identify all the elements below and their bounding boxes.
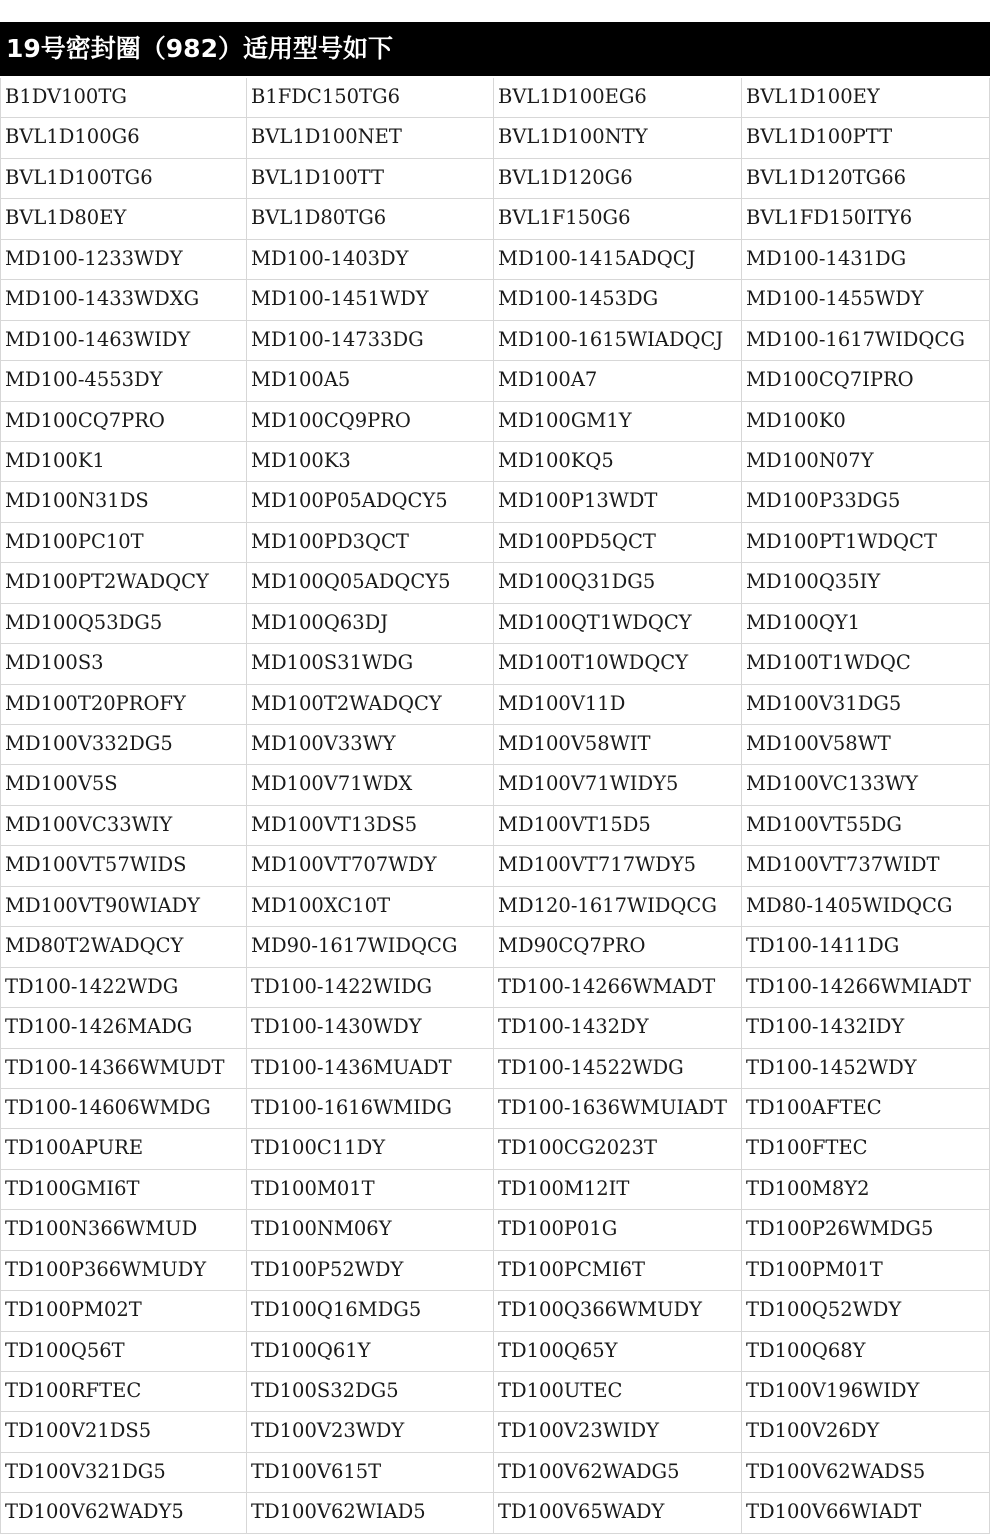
model-cell: TD100AFTEC [742, 1089, 990, 1129]
model-cell: TD100V65WADY [494, 1493, 742, 1533]
model-cell: MD100-1403DY [247, 240, 494, 280]
model-cell: TD100UTEC [494, 1372, 742, 1412]
model-cell: MD100V71WDX [247, 765, 494, 805]
model-cell: BVL1D80EY [0, 199, 247, 239]
model-cell: MD100N31DS [0, 482, 247, 522]
model-cell: BVL1D120G6 [494, 159, 742, 199]
model-cell: TD100-1616WMIDG [247, 1089, 494, 1129]
model-cell: MD100V58WT [742, 725, 990, 765]
model-cell: TD100V615T [247, 1453, 494, 1493]
model-cell: TD100V23WIDY [494, 1412, 742, 1452]
model-cell: MD100V5S [0, 765, 247, 805]
model-cell: MD100P13WDT [494, 482, 742, 522]
model-cell: TD100-14606WMDG [0, 1089, 247, 1129]
model-cell: MD100XC10T [247, 887, 494, 927]
model-cell: TD100Q65Y [494, 1332, 742, 1372]
model-cell: MD100VT55DG [742, 806, 990, 846]
model-cell: MD100-1617WIDQCG [742, 321, 990, 361]
model-cell: TD100S32DG5 [247, 1372, 494, 1412]
model-cell: TD100FTEC [742, 1129, 990, 1169]
model-cell: BVL1D100EG6 [494, 78, 742, 118]
model-cell: MD100N07Y [742, 442, 990, 482]
model-cell: MD100QY1 [742, 604, 990, 644]
model-cell: BVL1D100NTY [494, 118, 742, 158]
model-cell: MD100QT1WDQCY [494, 604, 742, 644]
model-cell: BVL1D100TT [247, 159, 494, 199]
model-cell: TD100-1636WMUIADT [494, 1089, 742, 1129]
model-cell: MD100KQ5 [494, 442, 742, 482]
model-cell: MD80T2WADQCY [0, 927, 247, 967]
model-cell: MD100T2WADQCY [247, 685, 494, 725]
model-cell: MD100-1431DG [742, 240, 990, 280]
model-cell: MD90CQ7PRO [494, 927, 742, 967]
model-cell: TD100-1426MADG [0, 1008, 247, 1048]
model-cell: MD100T20PROFY [0, 685, 247, 725]
model-cell: MD100-1453DG [494, 280, 742, 320]
model-cell: TD100V62WIAD5 [247, 1493, 494, 1533]
model-cell: TD100-1430WDY [247, 1008, 494, 1048]
model-cell: BVL1FD150ITY6 [742, 199, 990, 239]
model-cell: TD100C11DY [247, 1129, 494, 1169]
model-cell: TD100CG2023T [494, 1129, 742, 1169]
top-margin [0, 0, 990, 22]
model-cell: MD100A7 [494, 361, 742, 401]
model-cell: MD80-1405WIDQCG [742, 887, 990, 927]
model-cell: TD100-1432IDY [742, 1008, 990, 1048]
model-cell: TD100V62WADS5 [742, 1453, 990, 1493]
model-cell: MD100-14733DG [247, 321, 494, 361]
model-cell: BVL1D80TG6 [247, 199, 494, 239]
model-cell: MD100PT1WDQCT [742, 523, 990, 563]
model-cell: MD100VT707WDY [247, 846, 494, 886]
model-cell: TD100Q68Y [742, 1332, 990, 1372]
model-cell: MD100VT15D5 [494, 806, 742, 846]
model-cell: MD100VC33WIY [0, 806, 247, 846]
model-cell: TD100Q56T [0, 1332, 247, 1372]
model-cell: TD100N366WMUD [0, 1210, 247, 1250]
model-cell: MD100VT717WDY5 [494, 846, 742, 886]
model-cell: TD100-1432DY [494, 1008, 742, 1048]
model-cell: TD100V21DS5 [0, 1412, 247, 1452]
model-cell: MD100V332DG5 [0, 725, 247, 765]
model-cell: TD100V321DG5 [0, 1453, 247, 1493]
model-cell: MD100-1233WDY [0, 240, 247, 280]
model-cell: MD100GM1Y [494, 402, 742, 442]
model-cell: MD100Q05ADQCY5 [247, 563, 494, 603]
model-cell: MD100-1451WDY [247, 280, 494, 320]
model-cell: TD100-1436MUADT [247, 1049, 494, 1089]
model-cell: BVL1D100PTT [742, 118, 990, 158]
model-cell: BVL1D100EY [742, 78, 990, 118]
model-cell: TD100GMI6T [0, 1170, 247, 1210]
model-cell: BVL1D100TG6 [0, 159, 247, 199]
model-cell: TD100M01T [247, 1170, 494, 1210]
model-cell: TD100PM02T [0, 1291, 247, 1331]
model-cell: MD100V31DG5 [742, 685, 990, 725]
model-cell: MD100VT57WIDS [0, 846, 247, 886]
model-cell: MD100PC10T [0, 523, 247, 563]
model-cell: MD100CQ9PRO [247, 402, 494, 442]
model-cell: MD100P33DG5 [742, 482, 990, 522]
model-cell: BVL1D100G6 [0, 118, 247, 158]
model-cell: MD100-1463WIDY [0, 321, 247, 361]
model-cell: TD100V62WADY5 [0, 1493, 247, 1533]
model-cell: TD100P366WMUDY [0, 1251, 247, 1291]
model-cell: TD100-1452WDY [742, 1049, 990, 1089]
model-cell: TD100PM01T [742, 1251, 990, 1291]
model-cell: TD100PCMI6T [494, 1251, 742, 1291]
model-cell: TD100-14366WMUDT [0, 1049, 247, 1089]
model-cell: TD100V23WDY [247, 1412, 494, 1452]
model-cell: TD100APURE [0, 1129, 247, 1169]
model-cell: MD100PT2WADQCY [0, 563, 247, 603]
model-cell: MD100P05ADQCY5 [247, 482, 494, 522]
model-cell: MD100T1WDQC [742, 644, 990, 684]
model-cell: TD100-1422WIDG [247, 968, 494, 1008]
model-cell: MD100V58WIT [494, 725, 742, 765]
model-cell: MD100VC133WY [742, 765, 990, 805]
model-cell: MD100K1 [0, 442, 247, 482]
model-cell: MD100-1415ADQCJ [494, 240, 742, 280]
model-cell: TD100P01G [494, 1210, 742, 1250]
model-cell: TD100M12IT [494, 1170, 742, 1210]
model-cell: TD100Q16MDG5 [247, 1291, 494, 1331]
model-cell: MD100S3 [0, 644, 247, 684]
model-cell: MD120-1617WIDQCG [494, 887, 742, 927]
model-cell: TD100V66WIADT [742, 1493, 990, 1533]
model-cell: TD100V62WADG5 [494, 1453, 742, 1493]
model-cell: TD100-14266WMADT [494, 968, 742, 1008]
model-cell: B1FDC150TG6 [247, 78, 494, 118]
model-cell: TD100NM06Y [247, 1210, 494, 1250]
model-cell: TD100P52WDY [247, 1251, 494, 1291]
model-cell: BVL1D100NET [247, 118, 494, 158]
model-cell: TD100-1422WDG [0, 968, 247, 1008]
model-cell: MD100Q63DJ [247, 604, 494, 644]
model-cell: TD100V26DY [742, 1412, 990, 1452]
model-cell: TD100V196WIDY [742, 1372, 990, 1412]
model-cell: MD100V71WIDY5 [494, 765, 742, 805]
page-title: 19号密封圈（982）适用型号如下 [0, 22, 990, 76]
model-cell: TD100-14522WDG [494, 1049, 742, 1089]
model-cell: TD100P26WMDG5 [742, 1210, 990, 1250]
model-cell: MD90-1617WIDQCG [247, 927, 494, 967]
model-cell: MD100VT90WIADY [0, 887, 247, 927]
model-cell: MD100VT737WIDT [742, 846, 990, 886]
model-cell: MD100VT13DS5 [247, 806, 494, 846]
model-cell: MD100A5 [247, 361, 494, 401]
model-cell: MD100PD3QCT [247, 523, 494, 563]
model-cell: MD100T10WDQCY [494, 644, 742, 684]
model-cell: MD100PD5QCT [494, 523, 742, 563]
model-cell: MD100-1615WIADQCJ [494, 321, 742, 361]
model-cell: MD100-4553DY [0, 361, 247, 401]
model-cell: TD100-1411DG [742, 927, 990, 967]
model-cell: BVL1F150G6 [494, 199, 742, 239]
model-cell: MD100Q31DG5 [494, 563, 742, 603]
model-cell: MD100-1433WDXG [0, 280, 247, 320]
model-cell: MD100CQ7IPRO [742, 361, 990, 401]
model-table [0, 78, 990, 1534]
model-cell: TD100Q61Y [247, 1332, 494, 1372]
model-cell: MD100V11D [494, 685, 742, 725]
model-cell: MD100CQ7PRO [0, 402, 247, 442]
model-cell: TD100-14266WMIADT [742, 968, 990, 1008]
model-cell: TD100Q366WMUDY [494, 1291, 742, 1331]
model-cell: MD100S31WDG [247, 644, 494, 684]
model-cell: TD100RFTEC [0, 1372, 247, 1412]
model-cell: MD100Q53DG5 [0, 604, 247, 644]
model-cell: B1DV100TG [0, 78, 247, 118]
model-cell: BVL1D120TG66 [742, 159, 990, 199]
model-cell: MD100K3 [247, 442, 494, 482]
model-cell: TD100Q52WDY [742, 1291, 990, 1331]
model-cell: MD100-1455WDY [742, 280, 990, 320]
model-cell: TD100M8Y2 [742, 1170, 990, 1210]
model-cell: MD100K0 [742, 402, 990, 442]
model-cell: MD100Q35IY [742, 563, 990, 603]
model-cell: MD100V33WY [247, 725, 494, 765]
